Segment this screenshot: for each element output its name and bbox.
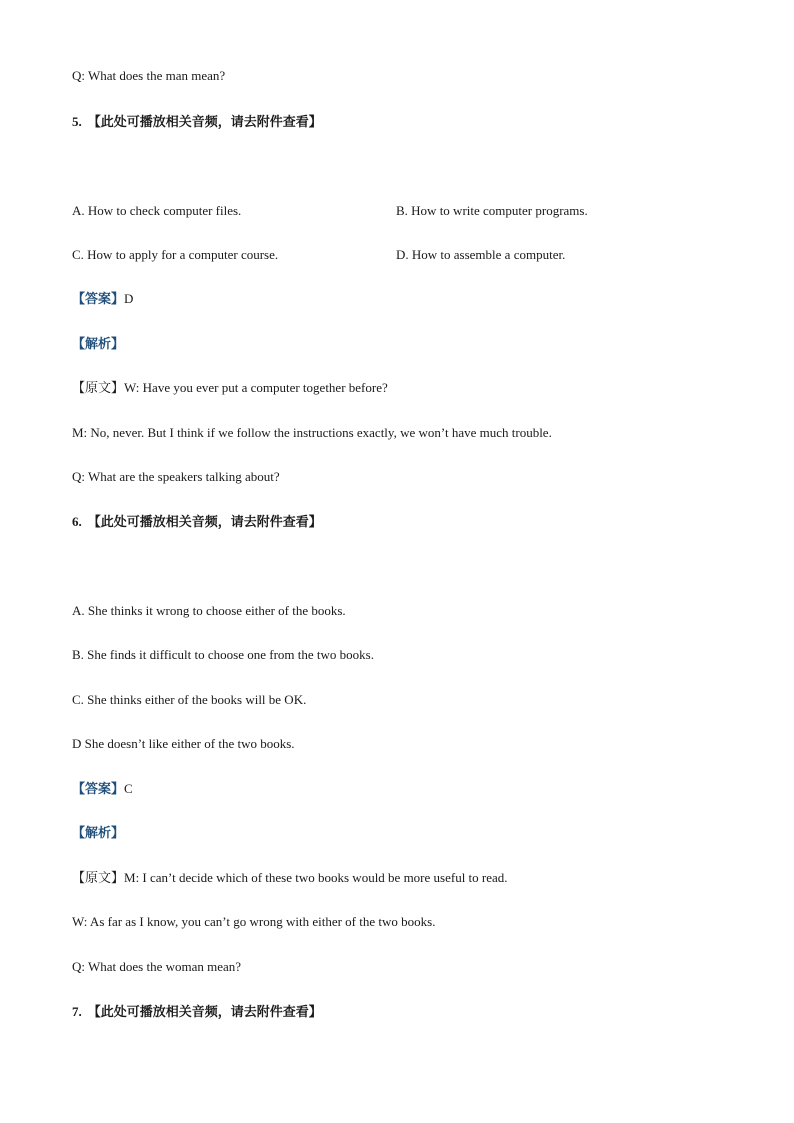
q5-transcript-tag: 【原文】 xyxy=(72,380,125,395)
q5-transcript-2: M: No, never. But I think if we follow the instructions exactly, we won’t have much trouble. xyxy=(72,425,552,440)
q6-option-a: A. She thinks it wrong to choose either of the books. xyxy=(72,603,346,618)
q6-answer xyxy=(72,781,133,797)
q6-transcript-text-1: M: I can’t decide which of these two books would be more useful to read. xyxy=(124,870,508,885)
q5-audio-note: 【此处可播放相关音频，请去附件查看】 xyxy=(87,114,322,129)
q6-option-c: C. She thinks either of the books will be OK. xyxy=(72,692,307,707)
q5-analysis xyxy=(72,336,124,352)
q5-question: Q: What are the speakers talking about? xyxy=(72,469,280,484)
q5-option-c: C. How to apply for a computer course. xyxy=(72,247,279,262)
q6-answer-tag: 【答案】 xyxy=(72,781,125,796)
q5-header xyxy=(72,114,322,130)
q6-option-d: D She doesn’t like either of the two books. xyxy=(72,736,295,751)
q6-header xyxy=(72,514,322,530)
q4-question: Q: What does the man mean? xyxy=(72,68,226,83)
q6-transcript-2: W: As far as I know, you can’t go wrong with either of the two books. xyxy=(72,914,436,929)
q6-transcript-tag: 【原文】 xyxy=(72,870,125,885)
q6-number: 6. xyxy=(72,514,82,529)
q5-transcript-1 xyxy=(72,380,388,396)
q6-audio-note: 【此处可播放相关音频，请去附件查看】 xyxy=(87,514,322,529)
q7-number: 7. xyxy=(72,1004,82,1019)
q5-transcript-text-1: W: Have you ever put a computer together before? xyxy=(124,380,388,395)
q7-audio-note: 【此处可播放相关音频，请去附件查看】 xyxy=(87,1004,322,1019)
q5-option-a: A. How to check computer files. xyxy=(72,203,242,218)
q5-number: 5. xyxy=(72,114,82,129)
q6-question: Q: What does the woman mean? xyxy=(72,959,242,974)
q6-analysis xyxy=(72,825,124,841)
q5-answer-value: D xyxy=(124,291,134,306)
q5-analysis-tag: 【解析】 xyxy=(72,336,125,351)
q5-answer xyxy=(72,291,133,307)
q5-option-b: B. How to write computer programs. xyxy=(396,203,588,218)
q5-answer-tag: 【答案】 xyxy=(72,291,125,306)
q5-option-d: D. How to assemble a computer. xyxy=(396,247,566,262)
q6-analysis-tag: 【解析】 xyxy=(72,825,125,840)
q7-header xyxy=(72,1004,322,1020)
q6-answer-value: C xyxy=(124,781,133,796)
q6-transcript-1 xyxy=(72,870,508,886)
q6-option-b: B. She finds it difficult to choose one from the two books. xyxy=(72,647,374,662)
